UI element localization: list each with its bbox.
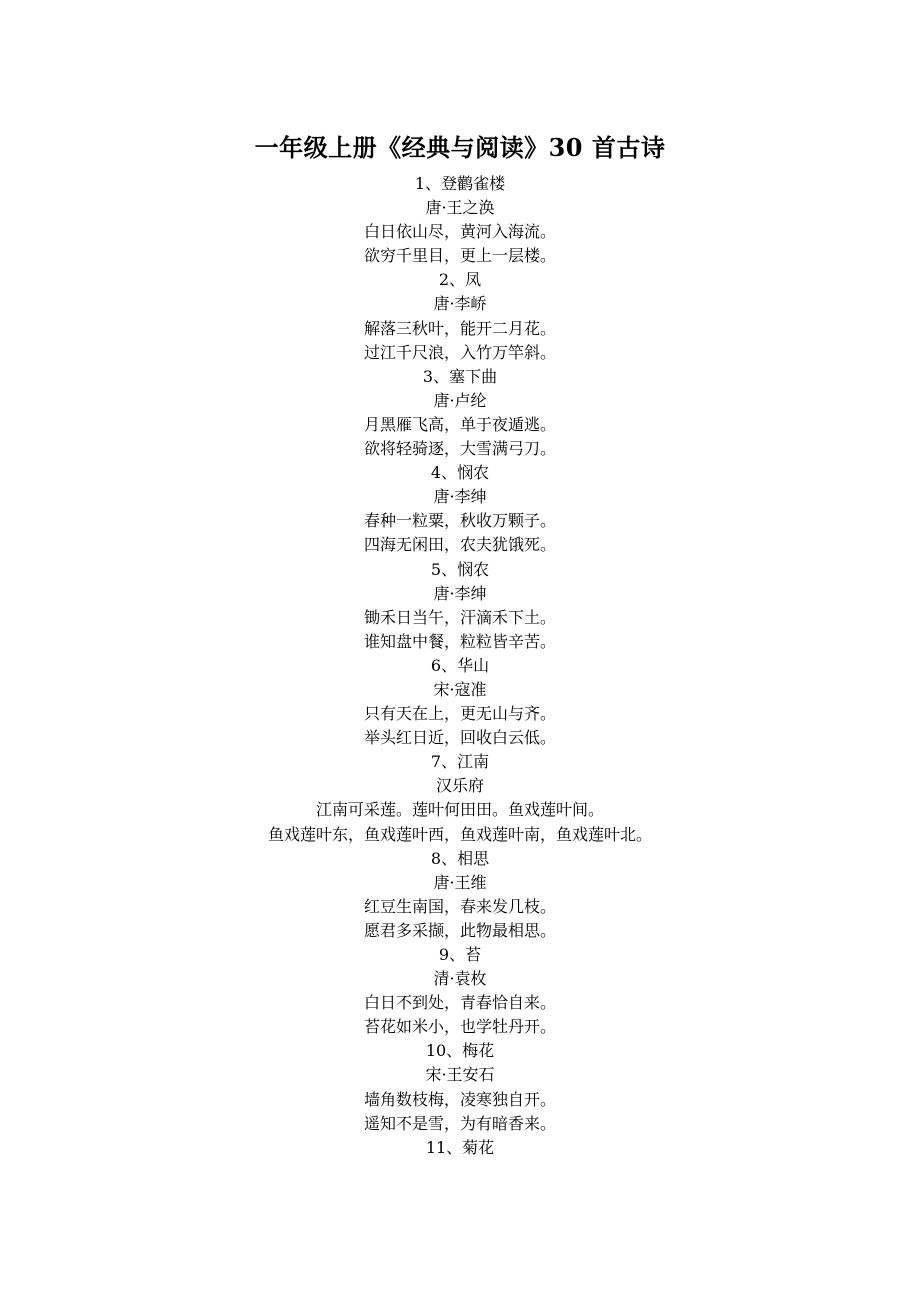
poem-line: 宋·寇准 — [433, 679, 487, 699]
poem-line: 江南可采莲。莲叶何田田。鱼戏莲叶间。 — [315, 800, 604, 820]
poem-line: 宋·王安石 — [425, 1065, 495, 1085]
poem-line: 2、凤 — [438, 270, 482, 290]
poem-line: 汉乐府 — [435, 776, 484, 796]
document-title: 一年级上册《经典与阅读》30 首古诗 — [254, 133, 666, 162]
poem-line: 墙角数枝梅，凌寒独自开。 — [363, 1089, 556, 1109]
poem-line: 11、菊花 — [425, 1137, 495, 1157]
poem-line: 欲将轻骑逐，大雪满弓刀。 — [363, 439, 556, 459]
poem-line: 月黑雁飞高，单于夜遁逃。 — [363, 414, 556, 434]
poem-line: 4、悯农 — [430, 463, 490, 483]
poem-line: 只有天在上，更无山与齐。 — [363, 704, 556, 724]
poem-line: 唐·李绅 — [433, 583, 487, 603]
poem-line: 9、苔 — [438, 945, 482, 964]
poem-line: 谁知盘中餐，粒粒皆辛苦。 — [363, 631, 556, 651]
poem-line: 唐·李峤 — [433, 294, 487, 314]
poem-line: 白日不到处，青春恰自来。 — [363, 993, 556, 1013]
poem-line: 唐·王维 — [433, 872, 487, 892]
poem-line: 遥知不是雪，为有暗香来。 — [363, 1113, 556, 1133]
poem-line: 3、塞下曲 — [422, 366, 498, 386]
poem-line: 8、相思 — [430, 848, 490, 868]
poem-line: 欲穷千里目，更上一层楼。 — [363, 246, 556, 266]
poem-line: 苔花如米小，也学牡丹开。 — [363, 1017, 556, 1037]
poem-line: 红豆生南国，春来发几枝。 — [363, 896, 556, 916]
poem-line: 锄禾日当午，汗滴禾下土。 — [363, 607, 556, 627]
poem-line: 举头红日近，回收白云低。 — [363, 728, 556, 748]
poem-line: 解落三秋叶，能开二月花。 — [363, 318, 556, 338]
poem-line: 5、悯农 — [430, 559, 490, 579]
poem-line: 唐·李绅 — [433, 487, 487, 507]
poem-line: 1、登鹳雀楼 — [414, 174, 506, 193]
poem-line: 四海无闲田，农夫犹饿死。 — [363, 535, 556, 555]
poem-line: 鱼戏莲叶东，鱼戏莲叶西，鱼戏莲叶南，鱼戏莲叶北。 — [267, 824, 652, 844]
poem-line: 10、梅花 — [425, 1041, 495, 1061]
poem-line: 愿君多采撷，此物最相思。 — [363, 920, 556, 940]
poem-line: 白日依山尽，黄河入海流。 — [363, 222, 556, 242]
poem-line: 7、江南 — [430, 752, 490, 772]
poem-line: 6、华山 — [430, 655, 490, 675]
poem-line: 唐·卢纶 — [433, 390, 487, 410]
poem-line: 过江千尺浪，入竹万竿斜。 — [363, 342, 556, 362]
poem-line: 春种一粒粟，秋收万颗子。 — [363, 511, 556, 531]
poem-line: 唐·王之涣 — [425, 198, 495, 218]
poem-line: 清·袁枚 — [433, 969, 487, 989]
poem-text — [0, 172, 920, 1160]
